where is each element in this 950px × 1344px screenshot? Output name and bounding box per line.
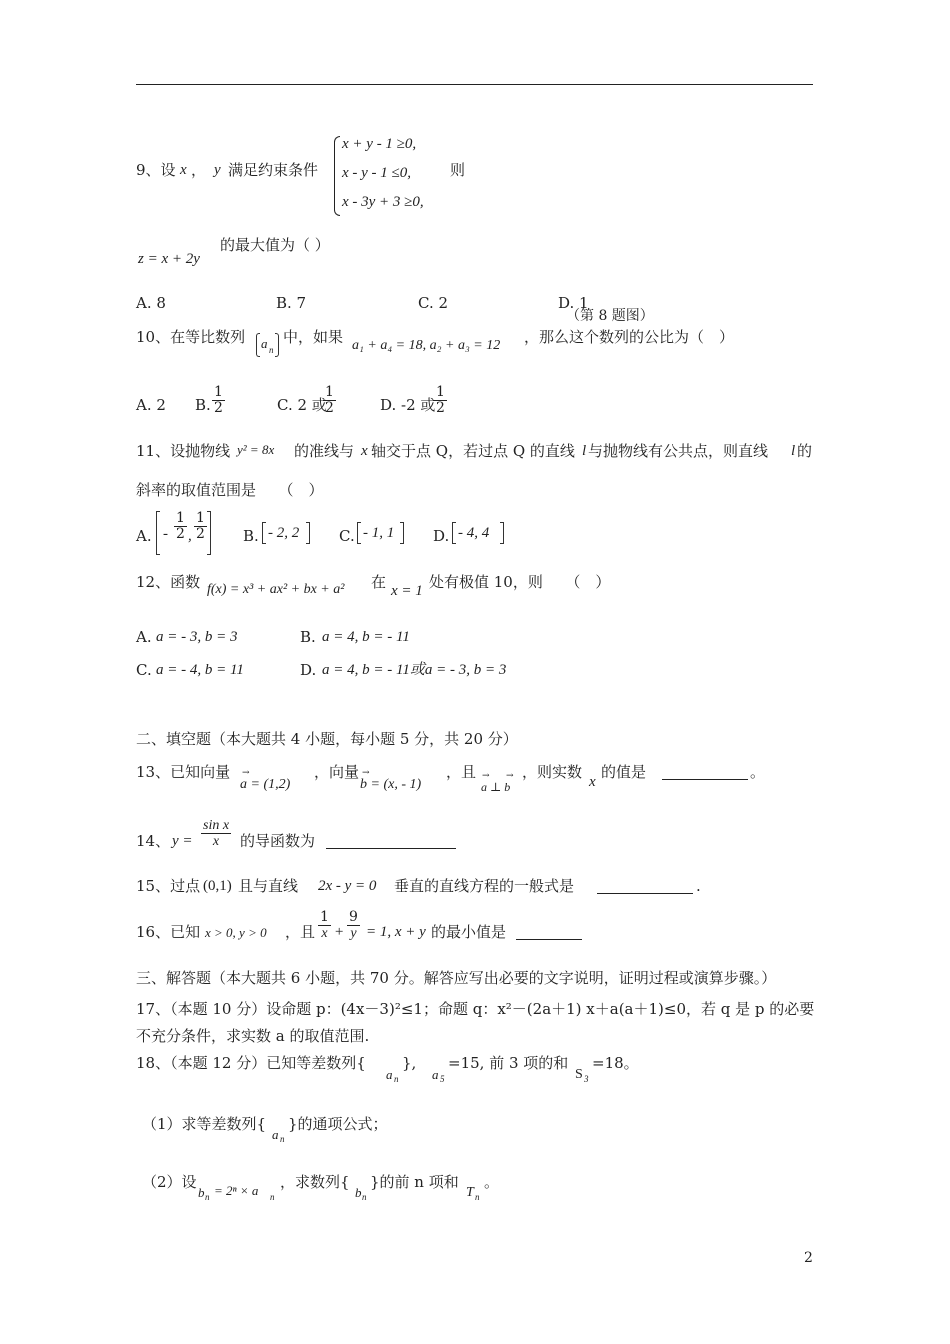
- section-2-title: 二、填空题（本大题共 4 小题，每小题 5 分，共 20 分）: [136, 730, 518, 748]
- header-rule: [136, 84, 813, 85]
- q9-constraint-2: x - y - 1 ≤0,: [342, 165, 412, 181]
- q15-prefix: 15、过点: [136, 877, 201, 895]
- q18-part2-bn-2: b: [355, 1185, 362, 1200]
- q10-prefix: 10、在等比数列: [136, 328, 246, 346]
- q18-a5-value: =15, 前 3 项的和: [448, 1054, 569, 1072]
- q14-answer-blank[interactable]: [326, 832, 456, 849]
- page-number: 2: [804, 1250, 813, 1266]
- q11-option-d-bracket-right: [500, 522, 504, 544]
- q9-option-b: B. 7: [276, 294, 307, 312]
- q18-part1-an-sub: n: [280, 1134, 285, 1144]
- q16-condition: x > 0, y > 0: [205, 925, 267, 940]
- q10-middle: 中，如果: [283, 328, 344, 346]
- q18-part2-mid: ，求数列{: [280, 1173, 350, 1191]
- q13-vector-b: b = (x, - 1): [360, 777, 422, 792]
- q14-suffix: 的导函数为: [240, 832, 316, 850]
- q18-part1-an: a: [272, 1127, 279, 1142]
- q11-option-c-bracket-left: [357, 522, 361, 544]
- q10-seq-sub: n: [269, 345, 274, 355]
- q10-option-a: A. 2: [136, 396, 166, 414]
- q11-option-c-bracket-right: [400, 522, 404, 544]
- q12-option-b-value: a = 4, b = - 11: [322, 629, 410, 645]
- q18-an-sub: n: [394, 1074, 399, 1084]
- q16-answer-blank[interactable]: [516, 923, 582, 940]
- q13-mid1: ，向量: [314, 763, 360, 781]
- q11-option-c: C.: [339, 527, 355, 545]
- q10-option-c-fraction: $\frac{1}{2}$: [325, 384, 334, 417]
- q13-mid2: ，且: [446, 763, 477, 781]
- q9-constraint-3: x - 3y + 3 ≥0,: [342, 194, 424, 210]
- q11-option-d: D.: [433, 527, 450, 545]
- q12-prefix: 12、函数: [136, 573, 201, 591]
- q18-part2-suffix: }的前 n 项和: [370, 1173, 459, 1191]
- q9-constraint-1: x + y - 1 ≥0,: [342, 136, 417, 152]
- q14-y-eq: y =: [172, 833, 193, 849]
- q12-option-b: B.: [300, 628, 316, 646]
- q12-option-a-value: a = - 3, b = 3: [156, 629, 238, 645]
- q13-answer-blank[interactable]: [662, 763, 748, 780]
- q18-part2-end: 。: [484, 1173, 500, 1191]
- q16-fraction-1: $\frac{1}{x}$: [320, 909, 329, 942]
- q12-option-d: D.: [300, 661, 317, 679]
- q11-prefix: 11、设抛物线: [136, 442, 231, 460]
- q18-s3-sub: 3: [584, 1074, 589, 1084]
- q13-vector-a-arrow: →: [242, 768, 250, 778]
- q11-option-b-value: - 2, 2: [268, 525, 300, 541]
- q9-constraint-text: 满足约束条件: [228, 161, 319, 179]
- q11-option-a: A.: [136, 527, 152, 545]
- q16-prefix: 16、已知: [136, 923, 201, 941]
- q11-option-a-fraction-1: $\frac{1}{2}$: [176, 510, 185, 543]
- q11-option-b-bracket-left: [262, 522, 266, 544]
- q11-mid1: 的准线与: [294, 442, 355, 460]
- q18-part2-formula-sub: n: [270, 1192, 275, 1202]
- q13-prefix: 13、已知向量: [136, 763, 231, 781]
- q18-prefix: 18、（本题 12 分）已知等差数列{: [136, 1054, 366, 1072]
- q10-option-b-fraction: $\frac{1}{2}$: [214, 384, 223, 417]
- q10-suffix: ，那么这个数列的公比为（ ）: [524, 328, 735, 346]
- q16-plus: +: [334, 924, 345, 940]
- q18-part1-prefix: （1）求等差数列{: [142, 1115, 267, 1133]
- q18-a5: a: [432, 1067, 439, 1082]
- q11-line2: 斜率的取值范围是 （ ）: [136, 481, 324, 499]
- q12-suffix: 处有极值 10，则 （ ）: [429, 573, 611, 591]
- q11-option-a-fraction-2: $\frac{1}{2}$: [196, 510, 205, 543]
- q10-condition: a₁ + a₄ = 18, a₂ + a₃ = 12: [352, 338, 501, 353]
- figure-caption: （第 8 题图）: [566, 308, 654, 324]
- q11-option-b-bracket-right: [306, 522, 310, 544]
- q18-close: },: [402, 1054, 417, 1072]
- q11-option-a-bracket-left: [156, 511, 160, 555]
- q18-part2-bn: b: [198, 1185, 205, 1200]
- q12-option-d-value: a = 4, b = - 11或a = - 3, b = 3: [322, 662, 507, 678]
- q13-mid3: ，则实数: [522, 763, 583, 781]
- q18-part1-suffix: }的通项公式；: [288, 1115, 388, 1133]
- q10-seq: a: [261, 336, 268, 351]
- q12-option-c: C.: [136, 661, 152, 679]
- q16-fraction-2: $\frac{9}{y}$: [349, 909, 358, 942]
- q12-at: 在: [371, 573, 387, 591]
- q18-part2-bn-sub: n: [205, 1192, 210, 1202]
- q10-option-c: C. 2 或: [277, 396, 327, 414]
- q9-option-c: C. 2: [418, 294, 449, 312]
- q13-perp-b-arrow: →: [506, 771, 514, 781]
- q15-suffix: 垂直的直线方程的一般式是: [394, 877, 575, 895]
- q16-mid: ，且: [285, 923, 316, 941]
- section-3-title: 三、解答题（本大题共 6 小题，共 70 分。解答应写出必要的文字说明，证明过程或演算步骤。）: [136, 969, 777, 987]
- q18-part2-tn: T: [466, 1185, 474, 1200]
- q13-var-x: x: [589, 774, 596, 790]
- q12-option-a: A.: [136, 628, 152, 646]
- q9-system-brace: [334, 136, 340, 216]
- q10-option-d: D. -2 或: [380, 396, 436, 414]
- q9-objective: z = x + 2y: [138, 251, 200, 267]
- q13-perpendicular: a ⊥ b: [481, 780, 511, 794]
- q11-mid3: 与抛物线有公共点，则直线: [588, 442, 769, 460]
- q11-option-a-comma: ,: [188, 528, 192, 544]
- q18-s3-value: =18。: [592, 1054, 639, 1072]
- q15-mid: 且与直线: [238, 877, 299, 895]
- q9-option-a: A. 8: [136, 294, 166, 312]
- q10-brace-left: [256, 333, 260, 357]
- q13-end: 。: [750, 763, 766, 781]
- q18-part2-prefix: （2）设: [142, 1173, 197, 1191]
- q13-perp-a-arrow: →: [482, 771, 490, 781]
- q11-x-axis: x: [361, 443, 368, 459]
- q11-option-d-bracket-left: [452, 522, 456, 544]
- q15-line: 2x - y = 0: [318, 878, 377, 894]
- q18-part2-formula: = 2ⁿ × a: [214, 1183, 259, 1198]
- q9-suffix: 的最大值为（ ）: [220, 236, 330, 254]
- q9-option-d: D. 1: [558, 294, 589, 312]
- q18-part2-bn-2-sub: n: [362, 1192, 367, 1202]
- q11-mid2: 轴交于点 Q，若过点 Q 的直线: [371, 442, 575, 460]
- q9-var-y: y: [214, 162, 221, 178]
- q16-suffix: 的最小值是: [431, 923, 507, 941]
- q18-a5-sub: 5: [440, 1074, 445, 1084]
- q11-option-d-value: - 4, 4: [458, 525, 490, 541]
- q12-option-c-value: a = - 4, b = 11: [156, 662, 244, 678]
- q11-option-a-bracket-right: [207, 511, 211, 555]
- q9-var-x: x: [180, 162, 187, 178]
- q14-prefix: 14、: [136, 832, 171, 850]
- q11-line-l1: l: [582, 443, 587, 459]
- q9-comma: ，: [191, 161, 207, 179]
- q11-option-c-value: - 1, 1: [363, 525, 395, 541]
- q13-vector-b-arrow: →: [362, 768, 370, 778]
- q17-line2: 不充分条件，求实数 a 的取值范围.: [136, 1027, 370, 1045]
- q13-suffix: 的值是: [601, 763, 647, 781]
- q18-part2-tn-sub: n: [475, 1192, 480, 1202]
- q15-answer-blank[interactable]: [597, 877, 693, 894]
- q11-option-a-minus: -: [163, 526, 168, 542]
- q10-option-b: B.: [195, 396, 211, 414]
- q17-line1: 17、（本题 10 分）设命题 p：(4x－3)²≤1；命题 q：x²－(2a＋1) x＋a(a＋1)≤0，若 q 是 p 的必要: [136, 1000, 815, 1018]
- q18-an: a: [386, 1067, 393, 1082]
- q10-brace-right: [275, 333, 279, 357]
- q18-s3: S: [575, 1067, 583, 1082]
- q14-fraction: $\frac{\text{sin x}}{x}$: [203, 818, 230, 850]
- q11-parabola: y² = 8x: [237, 442, 275, 457]
- q9-prefix: 9、设: [136, 161, 176, 179]
- q11-option-b: B.: [243, 527, 259, 545]
- q12-function: f(x) = x³ + ax² + bx + a²: [207, 582, 345, 597]
- q15-point: (0,1): [203, 878, 232, 894]
- q11-mid4: 的: [797, 442, 813, 460]
- q11-line-l2: l: [791, 443, 796, 459]
- q12-x-value: x = 1: [391, 583, 423, 599]
- q13-vector-a: a = (1,2): [240, 777, 291, 792]
- q15-end: .: [696, 877, 701, 895]
- q9-then: 则: [450, 161, 466, 179]
- q16-equation: = 1, x + y: [366, 924, 426, 940]
- q10-option-d-fraction: $\frac{1}{2}$: [436, 384, 445, 417]
